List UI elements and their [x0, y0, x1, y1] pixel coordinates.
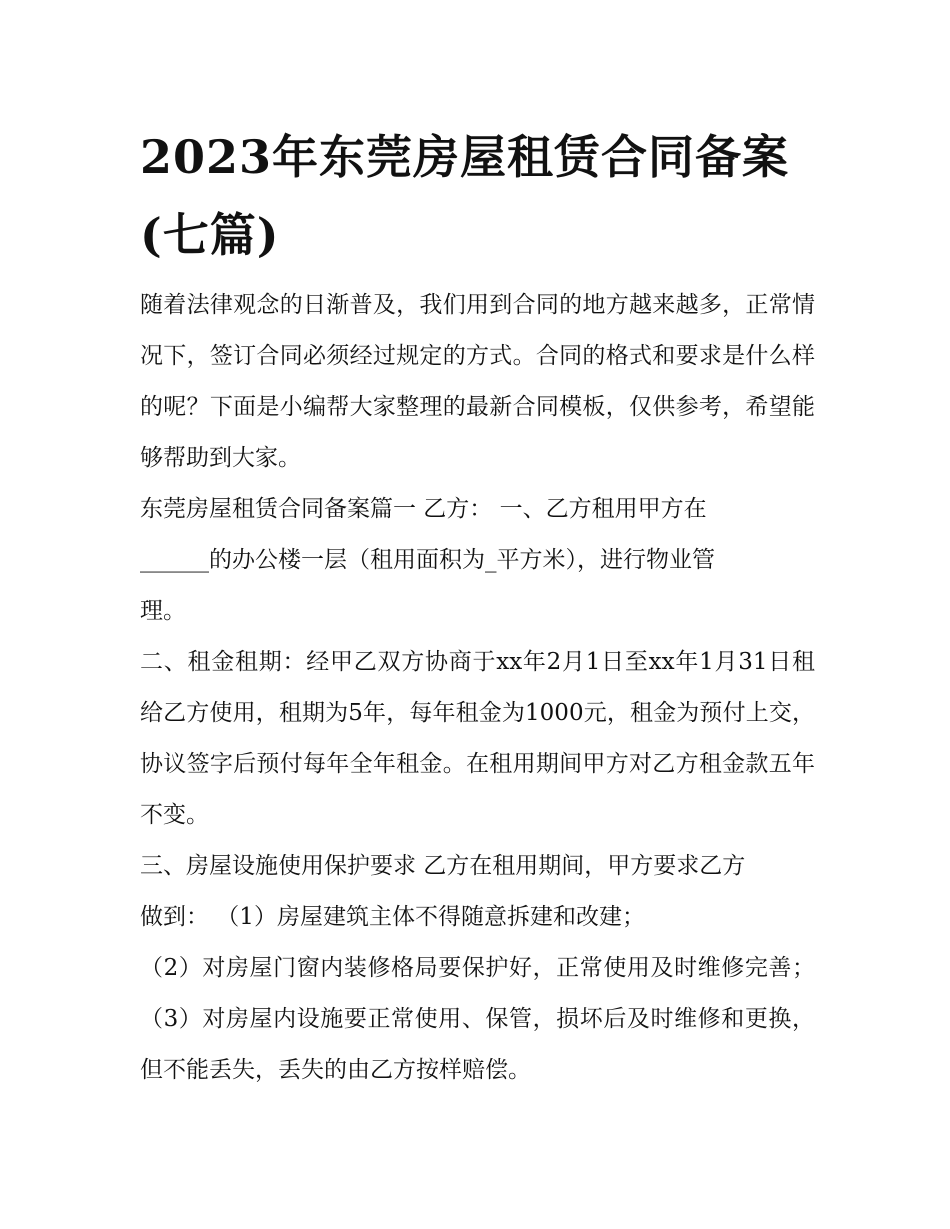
document-page — [140, 118, 815, 1096]
intro-paragraph: 随着法律观念的日渐普及，我们用到合同的地方越来越多，正常情况下，签订合同必须经过规定的方式。合同的格式和要求是什么样的呢？下面是小编帮大家整理的最新合同模板，仅供参考，希望能够帮助到大家。 — [140, 292, 815, 471]
document-title: 2023年东莞房屋租赁合同备案 (七篇) — [140, 130, 790, 262]
contract-paragraph-3: 三、房屋设施使用保护要求 乙方在租用期间，甲方要求乙方 做到： （1）房屋建筑主体不得随意拆建和改建； — [140, 853, 746, 930]
contract-paragraph-1: 东莞房屋租赁合同备案篇一 乙方： 一、乙方租用甲方在 ______的办公楼一层（租用面积为_平方米），进行物业管 理。 — [140, 496, 715, 624]
contract-paragraph-2: 二、租金租期：经甲乙双方协商于xx年2月1日至xx年1月31日租给乙方使用，租期为5年，每年租金为1000元，租金为预付上交，协议签字后预付每年全年租金。在租用期间甲方对乙方租金款五年不变。 — [140, 649, 815, 828]
contract-paragraph-4: （2）对房屋门窗内装修格局要保护好，正常使用及时维修完善； （3）对房屋内设施要正常使用、保管，损坏后及时维修和更换，但不能丢失，丢失的由乙方按样赔偿。 — [140, 955, 815, 1083]
